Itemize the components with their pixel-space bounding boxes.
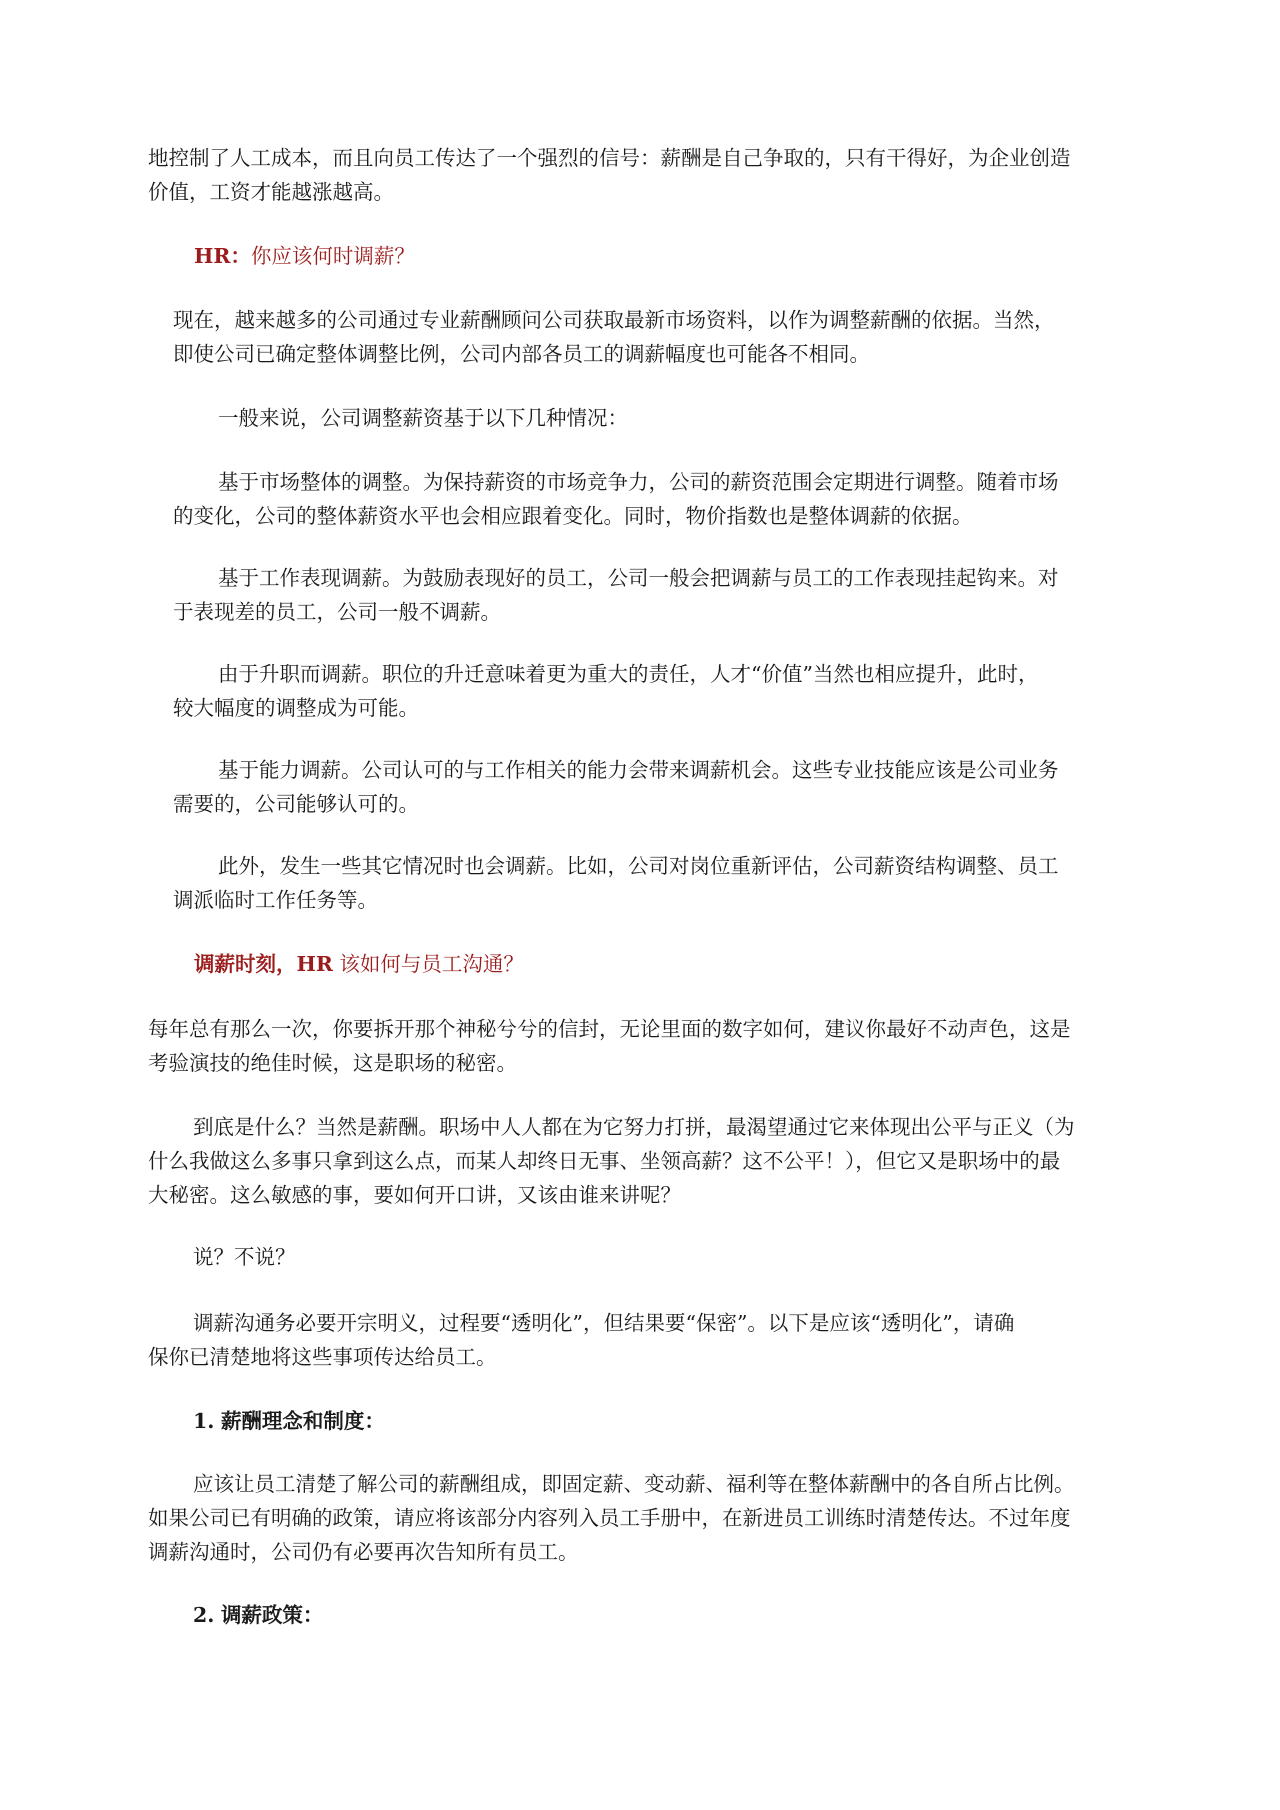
- paragraph: [173, 849, 1059, 917]
- heading-text: 你应该何时调薪？: [250, 244, 415, 268]
- section-heading-how-to-communicate: [194, 947, 524, 981]
- paragraph: [148, 1110, 1075, 1212]
- list-item-title: 薪酬理念和制度：: [220, 1409, 385, 1433]
- paragraph: [173, 753, 1059, 821]
- heading-hr-label: HR：: [194, 244, 251, 268]
- list-item-number: 2.: [193, 1603, 215, 1627]
- paragraph-line: 此外，发生一些其它情况时也会调薪。比如，公司对岗位重新评估，公司薪资结构调整、员工: [218, 854, 1059, 878]
- paragraph-line: 考验演技的绝佳时候，这是职场的秘密。: [148, 1051, 517, 1075]
- heading-text: 调薪时刻，: [194, 952, 297, 976]
- paragraph-line: 调薪沟通务必要开宗明义，过程要“透明化”，但结果要“保密”。以下是应该“透明化”，请确: [193, 1311, 1015, 1335]
- paragraph-line: 调薪沟通时，公司仍有必要再次告知所有员工。: [148, 1540, 579, 1564]
- intro-line: 价值，工资才能越涨越高。: [148, 180, 394, 204]
- paragraph: [173, 657, 1038, 725]
- paragraph: [148, 1012, 1071, 1080]
- paragraph-line: 现在，越来越多的公司通过专业薪酬顾问公司获取最新市场资料，以作为调整薪酬的依据。当然，: [173, 308, 1055, 332]
- list-item-heading: [193, 1404, 385, 1438]
- intro-line: 地控制了人工成本，而且向员工传达了一个强烈的信号：薪酬是自己争取的，只有干得好，为企业创造: [148, 146, 1071, 170]
- paragraph-line: 大秘密。这么敏感的事，要如何开口讲，又该由谁来讲呢？: [148, 1183, 681, 1207]
- section-heading-when-to-adjust: [194, 239, 415, 273]
- list-item-title: 调薪政策：: [220, 1603, 324, 1627]
- paragraph-line: 什么我做这么多事只拿到这么点，而某人却终日无事、坐领高薪？这不公平！），但它又是职场中的最: [148, 1149, 1061, 1173]
- paragraph-line: 于表现差的员工，公司一般不调薪。: [173, 600, 501, 624]
- paragraph-line: 应该让员工清楚了解公司的薪酬组成，即固定薪、变动薪、福利等在整体薪酬中的各自所占比例。: [193, 1472, 1075, 1496]
- paragraph-line: 保你已清楚地将这些事项传达给员工。: [148, 1345, 497, 1369]
- paragraph-line: 即使公司已确定整体调整比例，公司内部各员工的调薪幅度也可能各不相同。: [173, 342, 870, 366]
- list-item-heading: [193, 1598, 323, 1632]
- paragraph-line: 到底是什么？当然是薪酬。职场中人人都在为它努力打拼，最渴望通过它来体现出公平与正义（为: [193, 1115, 1075, 1139]
- list-item-number: 1.: [193, 1409, 215, 1433]
- paragraph: [173, 561, 1059, 629]
- paragraph-line: 较大幅度的调整成为可能。: [173, 696, 419, 720]
- paragraph-line: 基于工作表现调薪。为鼓励表现好的员工，公司一般会把调薪与员工的工作表现挂起钩来。对: [218, 566, 1059, 590]
- paragraph-line: 的变化，公司的整体薪资水平也会相应跟着变化。同时，物价指数也是整体调薪的依据。: [173, 504, 973, 528]
- paragraph-line: 基于能力调薪。公司认可的与工作相关的能力会带来调薪机会。这些专业技能应该是公司业务: [218, 758, 1059, 782]
- paragraph-line: 每年总有那么一次，你要拆开那个神秘兮兮的信封，无论里面的数字如何，建议你最好不动声色，这是: [148, 1017, 1071, 1041]
- paragraph-line: 一般来说，公司调整薪资基于以下几种情况：: [218, 406, 628, 430]
- paragraph-line: 基于市场整体的调整。为保持薪资的市场竞争力，公司的薪资范围会定期进行调整。随着市场: [218, 470, 1059, 494]
- paragraph-line: 说？不说？: [193, 1245, 296, 1269]
- heading-text: 该如何与员工沟通？: [332, 952, 524, 976]
- paragraph: [193, 1240, 296, 1274]
- paragraph-line: 需要的，公司能够认可的。: [173, 792, 419, 816]
- heading-hr-label: HR: [296, 952, 333, 976]
- paragraph: [218, 401, 628, 435]
- paragraph-line: 调派临时工作任务等。: [173, 888, 378, 912]
- paragraph-line: 如果公司已有明确的政策，请应将该部分内容列入员工手册中，在新进员工训练时清楚传达。不过年度: [148, 1506, 1071, 1530]
- paragraph: [173, 303, 1055, 371]
- paragraph: [148, 1306, 1014, 1374]
- intro-paragraph: [148, 141, 1071, 209]
- paragraph: [173, 465, 1059, 533]
- paragraph: [148, 1467, 1075, 1569]
- paragraph-line: 由于升职而调薪。职位的升迁意味着更为重大的责任，人才“价值”当然也相应提升，此时，: [218, 662, 1039, 686]
